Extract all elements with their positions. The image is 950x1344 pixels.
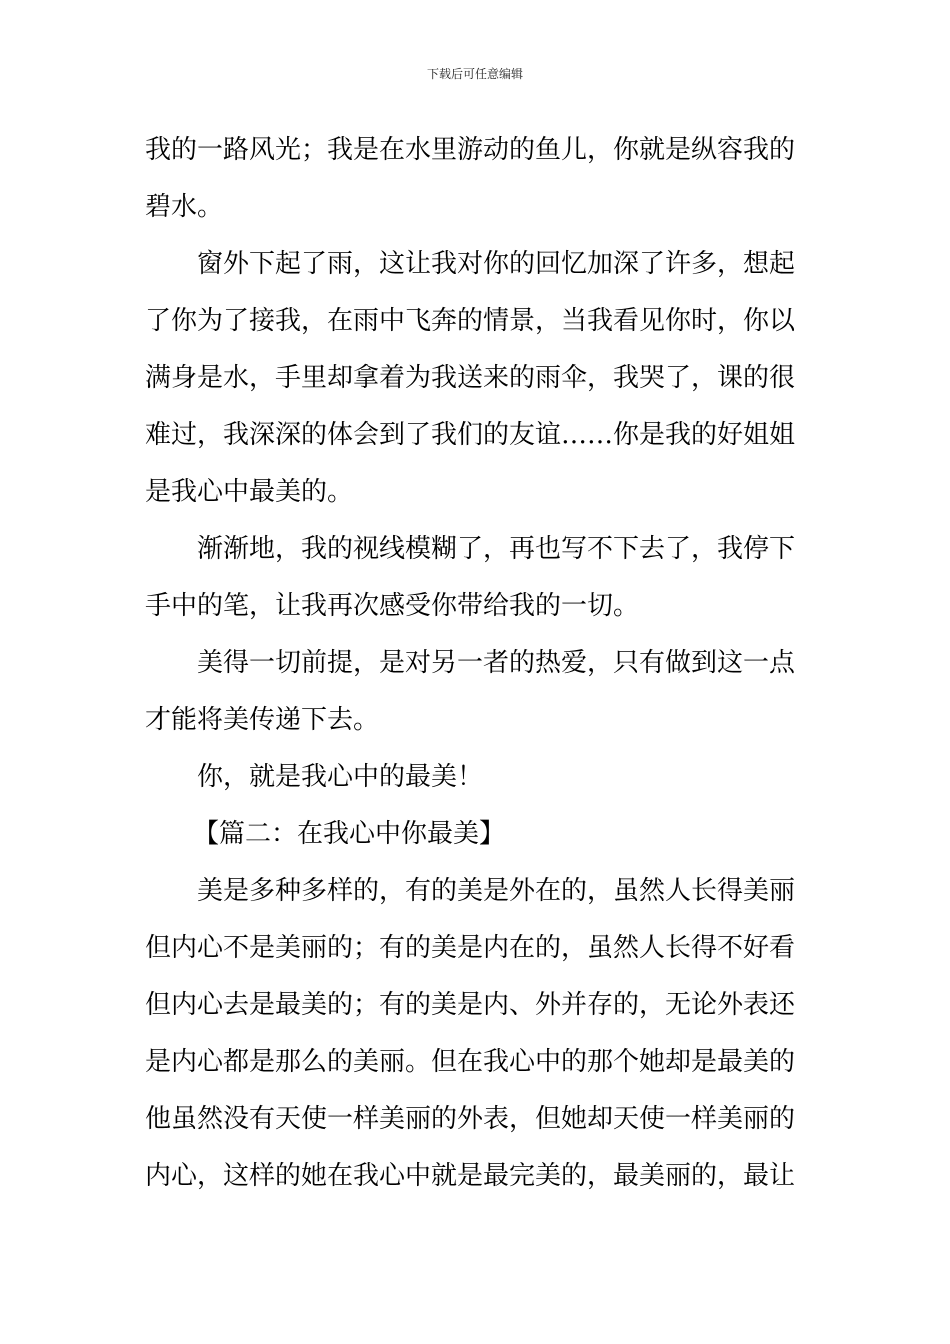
text-line: 我的一路风光；我是在水里游动的鱼儿，你就是纵容我的 [145, 135, 796, 165]
page-header: 下载后可任意编辑 [426, 67, 523, 81]
text-line: 渐渐地，我的视线模糊了，再也写不下去了，我停下 [197, 534, 796, 564]
text-line: 才能将美传递下去。 [145, 705, 380, 735]
section-heading: 【篇二：在我心中你最美】 [193, 819, 506, 849]
text-line: 美是多种多样的，有的美是外在的，虽然人长得美丽 [197, 876, 796, 906]
text-line: 他虽然没有天使一样美丽的外表，但她却天使一样美丽的 [145, 1104, 796, 1134]
text-line: 满身是水，手里却拿着为我送来的雨伞，我哭了，课的很 [145, 363, 796, 393]
document-body [145, 122, 807, 1205]
text-line: 美得一切前提，是对另一者的热爱，只有做到这一点 [197, 648, 796, 678]
text-line: 内心，这样的她在我心中就是最完美的，最美丽的，最让 [145, 1161, 796, 1191]
text-line: 碧水。 [145, 192, 224, 222]
text-line: 你，就是我心中的最美！ [197, 762, 484, 792]
text-line: 是我心中最美的。 [145, 477, 354, 507]
text-line: 是内心都是那么的美丽。但在我心中的那个她却是最美的 [145, 1047, 796, 1077]
text-line: 但内心去是最美的；有的美是内、外并存的，无论外表还 [145, 990, 796, 1020]
text-line: 窗外下起了雨，这让我对你的回忆加深了许多，想起 [197, 249, 796, 279]
text-line: 了你为了接我，在雨中飞奔的情景，当我看见你时，你以 [145, 306, 796, 336]
text-line: 但内心不是美丽的；有的美是内在的，虽然人长得不好看 [145, 933, 796, 963]
text-line: 手中的笔，让我再次感受你带给我的一切。 [145, 591, 640, 621]
text-line: 难过，我深深的体会到了我们的友谊……你是我的好姐姐 [145, 420, 796, 450]
